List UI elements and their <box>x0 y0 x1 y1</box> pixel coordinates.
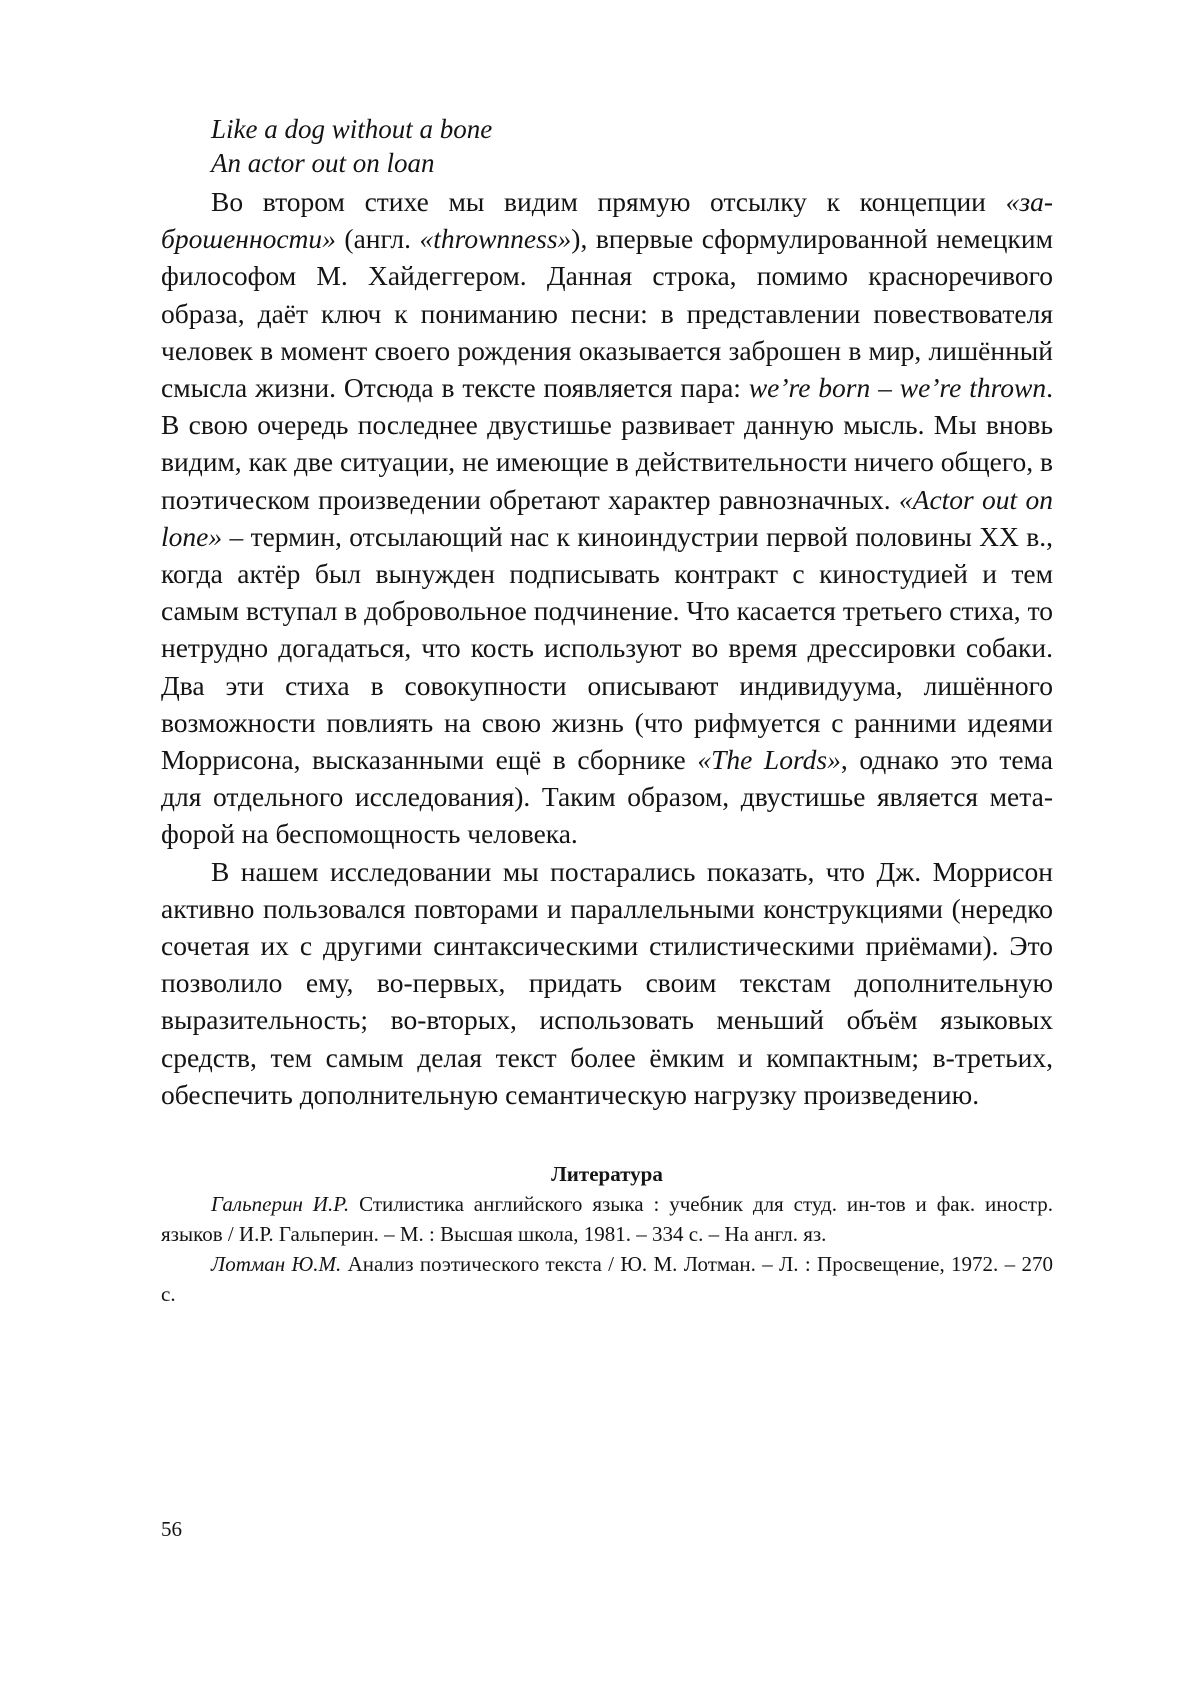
italic-term: we’re born – we’re thrown <box>749 372 1046 403</box>
page-number: 56 <box>161 1514 182 1544</box>
paragraph-text: (англ. <box>336 223 420 254</box>
italic-term: «Actor out on lone» <box>161 484 1053 552</box>
body-paragraph <box>161 183 1053 853</box>
verse-line: Like a dog without a bone <box>161 112 1053 146</box>
reference-author: Гальперин И.Р. <box>211 1192 349 1216</box>
reference-text: Анализ поэтического текста / Ю. М. Лотман. – Л. : Просвеще­ние, 1972. – 270 с. <box>161 1252 1053 1306</box>
page-content <box>161 112 1053 1309</box>
verse-line: An actor out on loan <box>161 146 1053 180</box>
italic-term: «за­брошенности» <box>161 186 1053 254</box>
paragraph-text: Во втором стихе мы видим прямую отсылку к концепции <box>211 186 1006 217</box>
italic-term: «The Lords» <box>697 744 841 775</box>
reference-entry <box>161 1249 1053 1309</box>
paragraph-text: . В свою очередь послед­нее двустишье развивает данную мысль. Мы вновь видим, как две ситуации, не имеющие в действительности ничего общего, в поэ­тическом произведении обретают характер равнозначных. <box>161 372 1053 515</box>
paragraph-text: – термин, отсылающий нас к киноиндустрии первой половины XX в., когда актёр был вынужден подписывать контракт с киностудией и тем самым вступал в добровольное подчинение. Что касается третьего стиха, то нетрудно догадаться, что кость ис­пользуют во время дрессировки собаки. Два эти стиха в совокуп­ности описывают индивидуума, лишённого возможности повли­ять на свою жизнь (что рифмуется с ранними идеями Моррисона, высказанными ещё в сборнике <box>161 521 1053 775</box>
reference-author: Лотман Ю.М. <box>211 1252 341 1276</box>
paragraph-text: ), впервые сформулированной немецким философом М. Хайдеггером. Данная строка, помимо красноречивого образа, даёт ключ к пониманию песни: в представ­лении повествователя человек в момент своего рождения оказыва­ется заброшен в мир, лишённый смысла жизни. Отсюда в тексте появляется пара: <box>161 223 1053 403</box>
book-page <box>0 0 1200 1703</box>
references-heading: Литература <box>161 1159 1053 1189</box>
reference-entry <box>161 1189 1053 1249</box>
conclusion-paragraph: В нашем исследовании мы постарались показать, что Дж. Мор­рисон активно пользовался повторами и параллельными конструк­циями (нередко сочетая их с другими синтаксическими стилисти­ческими приёмами). Это позволило ему, во-первых, придать своим текстам дополнительную выразительность; во-вторых, использо­вать меньший объём языковых средств, тем самым делая текст бо­лее ёмким и компактным; в-третьих, обеспечить дополнительную семантическую нагрузку произведению. <box>161 853 1053 1113</box>
reference-text: Стилистика английского языка : учебник для студ. ин-тов и фак. иностр. языков / И.Р. Гальперин. – М. : Высшая школа, 1981. – 334 с. – На англ. яз. <box>161 1192 1053 1246</box>
paragraph-text: , однако это тема для от­дельного исследования). Таким образом, двустишье является мета­форой на беспомощность человека. <box>161 744 1053 849</box>
italic-term: «thrownness» <box>420 223 572 254</box>
